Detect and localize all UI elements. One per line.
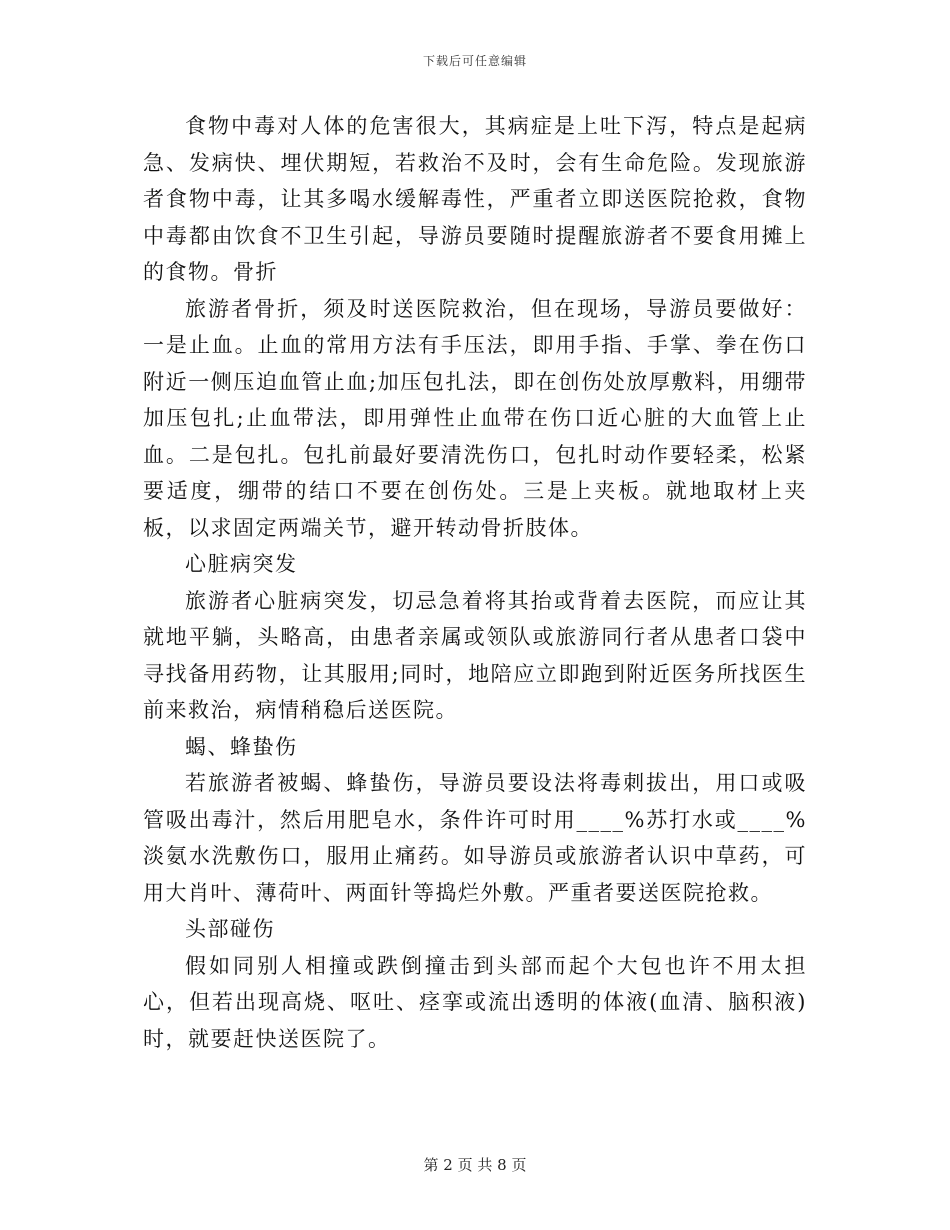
document-body bbox=[143, 108, 807, 1057]
paragraph-heart-disease: 旅游者心脏病突发，切忌急着将其抬或背着去医院，而应让其就地平躺，头略高，由患者亲属或领队或旅游同行者从患者口袋中寻找备用药物，让其服用;同时，地陪应立即跑到附近医务所找医生前来救治，病情稍稳后送医院。 bbox=[143, 588, 807, 722]
page-footer: 第 2 页 共 8 页 bbox=[423, 1156, 527, 1174]
page-header: 下载后可任意编辑 bbox=[422, 54, 527, 68]
paragraph-food-poisoning: 食物中毒对人体的危害很大，其病症是上吐下泻，特点是起病急、发病快、埋伏期短，若救治不及时，会有生命危险。发现旅游者食物中毒，让其多喝水缓解毒性，严重者立即送医院抢救，食物中毒都由饮食不卫生引起，导游员要随时提醒旅游者不要食用摊上的食物。骨折 bbox=[143, 114, 807, 284]
heading-head-injury: 头部碰伤 bbox=[185, 917, 275, 941]
paragraph-fracture: 旅游者骨折，须及时送医院救治，但在现场，导游员要做好：一是止血。止血的常用方法有手压法，即用手指、手掌、拳在伤口附近一侧压迫血管止血;加压包扎法，即在创伤处放厚敷料，用绷带加压包扎;止血带法，即用弹性止血带在伤口近心脏的大血管上止血。二是包扎。包扎前最好要清洗伤口，包扎时动作要轻柔，松紧要适度，绷带的结口不要在创伤处。三是上夹板。就地取材上夹板，以求固定两端关节，避开转动骨折肢体。 bbox=[143, 296, 807, 540]
heading-heart-disease: 心脏病突发 bbox=[185, 552, 298, 576]
paragraph-head-injury: 假如同别人相撞或跌倒撞击到头部而起个大包也许不用太担心，但若出现高烧、呕吐、痉挛或流出透明的体液(血清、脑积液)时，就要赶快送医院了。 bbox=[143, 953, 807, 1051]
paragraph-insect-sting: 若旅游者被蝎、蜂蛰伤，导游员要设法将毒刺拔出，用口或吸管吸出毒汁，然后用肥皂水，条件许可时用____%苏打水或____%淡氨水洗敷伤口，服用止痛药。如导游员或旅游者认识中草药，可用大肖叶、薄荷叶、两面针等捣烂外敷。严重者要送医院抢救。 bbox=[143, 771, 807, 905]
heading-insect-sting: 蝎、蜂蛰伤 bbox=[185, 734, 298, 759]
